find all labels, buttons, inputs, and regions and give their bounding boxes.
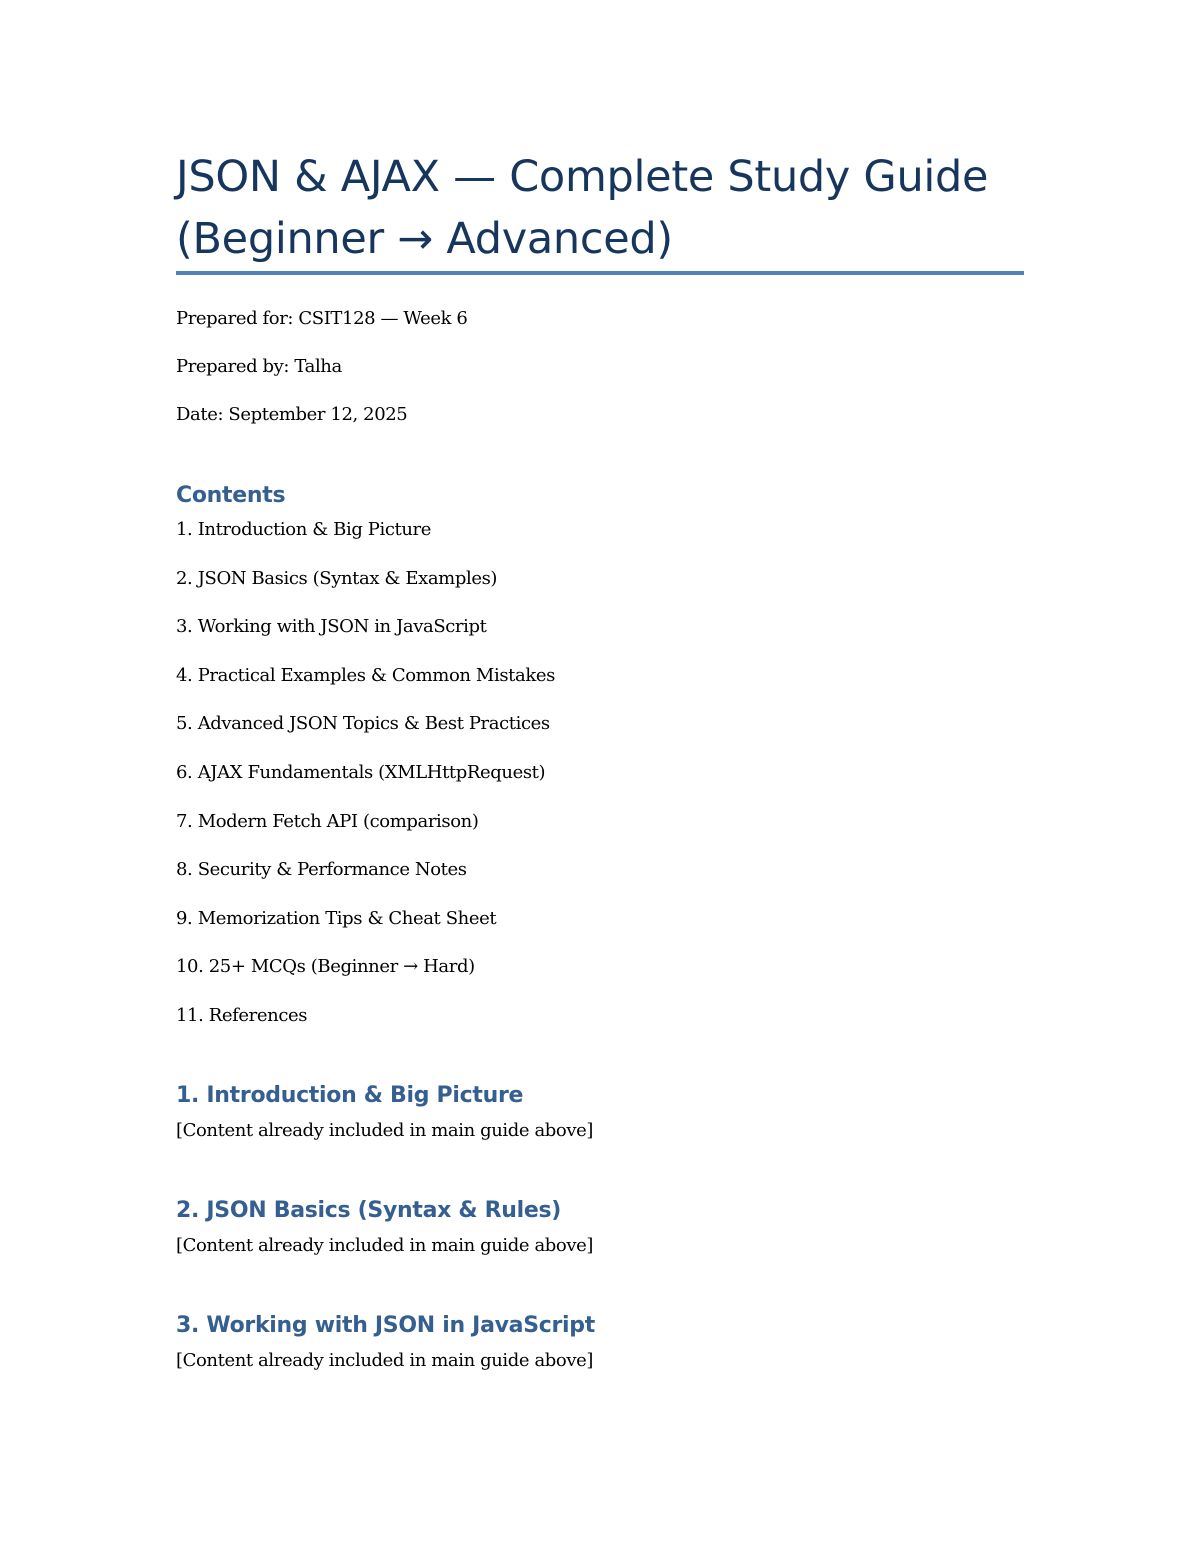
document-title-line-1: JSON & AJAX — Complete Study Guide [176,152,989,202]
toc-item-2: 2. JSON Basics (Syntax & Examples) [176,567,498,589]
toc-item-6: 6. AJAX Fundamentals (XMLHttpRequest) [176,761,546,783]
contents-heading: Contents [176,483,286,508]
toc-item-9: 9. Memorization Tips & Cheat Sheet [176,907,497,929]
section-2-body: [Content already included in main guide above] [176,1235,593,1256]
document-title [176,146,1024,270]
toc-item-4: 4. Practical Examples & Common Mistakes [176,664,555,686]
section-1-body: [Content already included in main guide above] [176,1120,593,1141]
document-title-line-2: (Beginner → Advanced) [176,214,673,264]
toc-item-5: 5. Advanced JSON Topics & Best Practices [176,713,550,735]
section-3-heading: 3. Working with JSON in JavaScript [176,1313,595,1338]
date-line: Date: September 12, 2025 [176,404,408,425]
table-of-contents [176,517,555,1052]
toc-item-3: 3. Working with JSON in JavaScript [176,616,487,638]
toc-item-7: 7. Modern Fetch API (comparison) [176,810,479,832]
prepared-by-line: Prepared by: Talha [176,356,342,377]
section-3-body: [Content already included in main guide above] [176,1350,593,1371]
title-block [176,146,1024,270]
section-1-heading: 1. Introduction & Big Picture [176,1083,524,1108]
toc-item-8: 8. Security & Performance Notes [176,859,467,881]
toc-item-1: 1. Introduction & Big Picture [176,519,432,540]
toc-item-11: 11. References [176,1004,308,1026]
section-2-heading: 2. JSON Basics (Syntax & Rules) [176,1198,562,1223]
prepared-for-line: Prepared for: CSIT128 — Week 6 [176,308,468,329]
toc-item-10: 10. 25+ MCQs (Beginner → Hard) [176,956,475,978]
title-underline-rule [176,271,1024,275]
